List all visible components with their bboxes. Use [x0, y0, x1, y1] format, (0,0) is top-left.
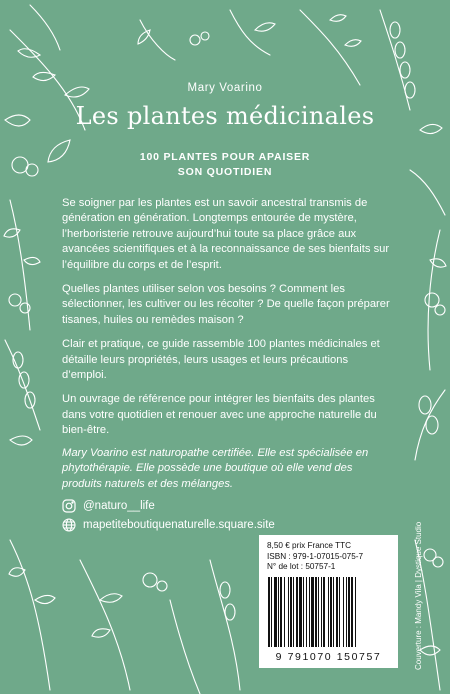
barcode-bar [288, 577, 289, 647]
barcode-bar [296, 577, 298, 647]
author-name: Mary Voarino [187, 82, 263, 94]
barcode-bar [321, 577, 322, 647]
barcode-bar [278, 577, 279, 647]
barcode-bar [346, 577, 347, 647]
barcode-bar [274, 577, 277, 647]
barcode-bar [315, 577, 317, 647]
subtitle-line-1: 100 PLANTES POUR APAISER [139, 151, 311, 163]
barcode-image [266, 577, 391, 649]
barcode-bar [311, 577, 314, 647]
barcode-bar [303, 577, 304, 647]
barcode-bar [339, 577, 340, 647]
barcode-bar [293, 577, 294, 647]
barcode-bar [333, 577, 334, 647]
barcode-bar [343, 577, 344, 647]
barcode-bar [271, 577, 272, 647]
globe-icon [62, 518, 76, 532]
price-label: 8,50 € prix France TTC [267, 541, 352, 550]
instagram-handle: @naturo__life [83, 500, 155, 512]
barcode-bar [336, 577, 338, 647]
book-subtitle [0, 150, 450, 180]
barcode-number: 9 791070 150757 [275, 651, 382, 663]
barcode-bar [309, 577, 310, 647]
website-link[interactable] [62, 518, 275, 532]
barcode-bar [299, 577, 302, 647]
blurb-paragraph: Un ouvrage de référence pour intégrer les bienfaits des plantes dans votre quotidien et renouer avec une approche naturelle du bien-être. [62, 393, 377, 437]
barcode-bar [355, 577, 356, 647]
book-title: Les plantes médicinales [75, 102, 375, 130]
isbn-label: ISBN : 979-1-07015-075-7 [267, 551, 364, 561]
barcode-panel [259, 535, 398, 668]
barcode-bar [290, 577, 292, 647]
instagram-icon [62, 499, 76, 513]
barcode-bar [330, 577, 332, 647]
blurb-paragraph: Quelles plantes utiliser selon vos besoins ? Comment les sélectionner, les cultiver ou les récolter ? De quelle façon préparer tisanes, huiles ou remèdes maison ? [62, 283, 390, 326]
blurb-paragraph: Se soigner par les plantes est un savoir ancestral transmis de génération en génération. Longtemps entourée de mystère, l’herboristerie retrouve aujourd’hui toute sa place grâce aux avancées scientifiques et à la reconnaissance de ses bienfaits sur l’équilibre du corps et de l’esprit. [62, 197, 390, 271]
cover-credit: Couverture : Mandy Vila | Dystique Studio [414, 521, 423, 670]
website-url: mapetiteboutiquenaturelle.square.site [83, 519, 275, 531]
barcode-bar [323, 577, 325, 647]
blurb [62, 196, 392, 448]
barcode-bar [348, 577, 350, 647]
subtitle-line-2: SON QUOTIDIEN [177, 166, 273, 178]
barcode-bar [318, 577, 319, 647]
barcode-bar [280, 577, 282, 647]
author-bio: Mary Voarino est naturopathe certifiée. Elle est spécialisée en phytothérapie. Elle possède une boutique où elle vend des produits naturels et des mélanges. [62, 447, 369, 490]
barcode-bar [268, 577, 270, 647]
barcode-bar [351, 577, 353, 647]
barcode-bar [284, 577, 285, 647]
lot-label: N° de lot : 50757-1 [267, 562, 336, 571]
instagram-link[interactable] [62, 499, 155, 513]
barcode-bar [306, 577, 307, 647]
barcode-bar [328, 577, 329, 647]
blurb-paragraph: Clair et pratique, ce guide rassemble 100 plantes médicinales et détaille leurs propriétés, leurs usages et leurs précautions d’emploi. [62, 338, 380, 382]
